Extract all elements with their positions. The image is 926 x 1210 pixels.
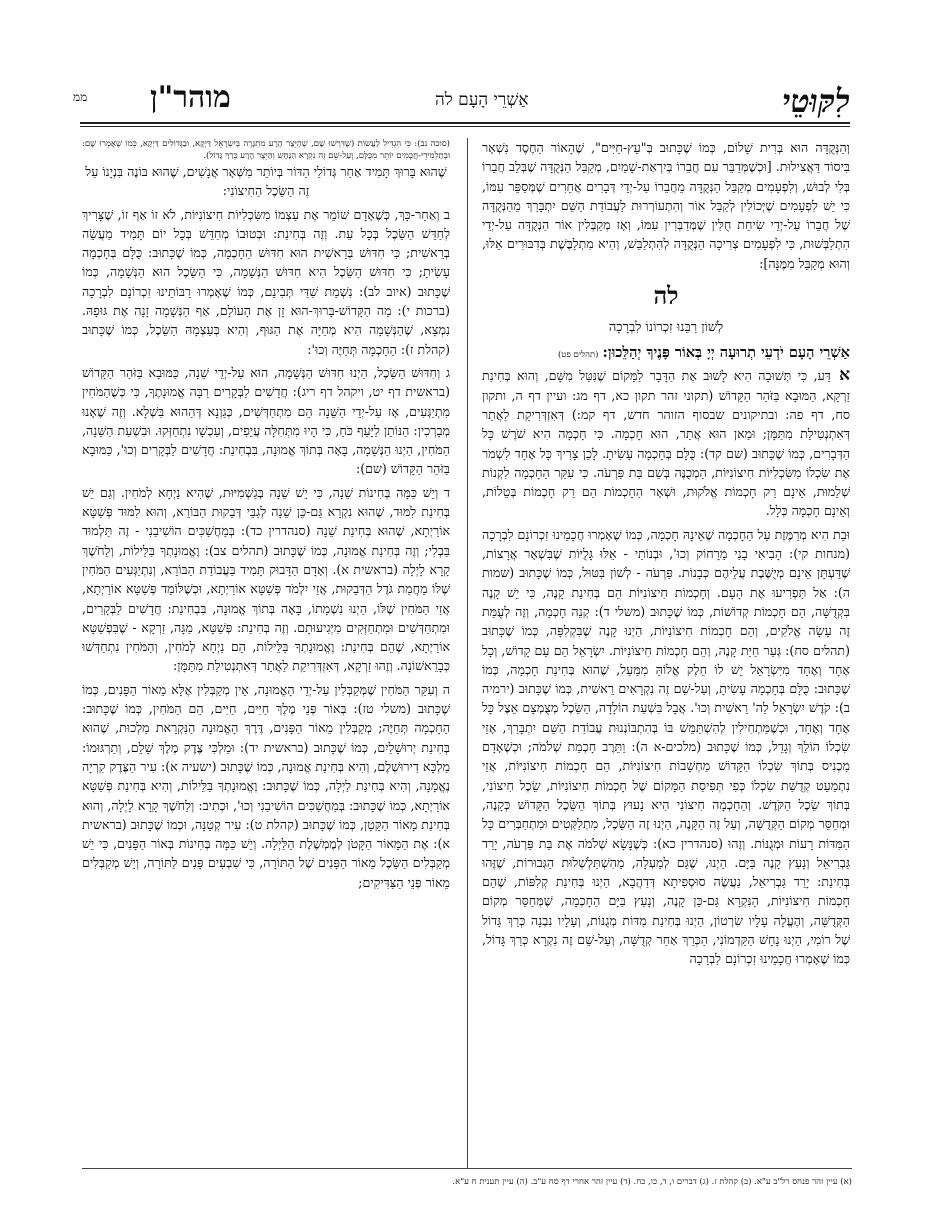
footnotes: (א) עיין זהר פנחס רל"ב ע"א. (ב) קהלת ז. (ג) דברים ו, ד, כו, כח. (ד) עיין זהר אחרי דף סח ע"ב. (ה) עיין תענית ח ע"א. xyxy=(452,1177,852,1187)
opening-verse: אַשְׁרֵי הָעָם יֹדְעֵי תְרוּעָה יְיָ בְּאוֹר פָּנֶיךָ יְהַלֵּכוּן: xyxy=(602,344,850,362)
section-heh: ה וְעִקַּר הַמֹּחִין שֶׁמְּקַבְּלִין עַל-יְדֵי הָאֱמוּנָה, אֵין מְקַבְּלִין אֶלָּא מֵאוֹר הַפָּנִים, כְּמוֹ שֶׁכָּתוּב (משלי טז): בְּאוֹר פְּנֵי מֶלֶךְ חַיִּים, חַיִּים, הֵם הַמֹּחִין, כְּמוֹ שֶׁכָּתוּב: הַחָכְמָה תְּחַיֶּה; מְקַבְּלִין מֵאוֹר הַפָּנִים, דֶּרֶךְ הָאֱמוּנָה הַנִּקְרֵאת מַלְכוּת, שֶׁהוּא בְּחִינַת יְרוּשָׁלַיִם, כְּמוֹ שֶׁכָּתוּב (בראשית יד): וּמַלְכִּי צֶדֶק מֶלֶךְ שָׁלֵם, וְתַרְגּוּמוֹ: מַלְכָּא דִירוּשְׁלֶם, וְהִיא בְּחִינַת אֱמוּנָה, כְּמוֹ שֶׁכָּתוּב (ישעיה א): עִיר הַצֶּדֶק קִרְיָה נֶאֱמָנָה, וְהִיא בְּחִינַת לַיְלָה, כְּמוֹ שֶׁכָּתוּב: וֶאֱמוּנָתְךָ בַּלֵּילוֹת, וְהִיא בְּחִינַת פְּשַׁטָּא אוֹרַיְתָא, כְּמוֹ שֶׁכָּתוּב: בְּמַחֲשַׁכִּים הוֹשִׁיבַנִי וְכוּ', וּכְתִיב: וְלַחֹשֶׁךְ קָרָא לָיְלָה, וְהוּא בְּחִינַת מָאוֹר הַקָּטָן, כְּמוֹ שֶׁכָּתוּב (קהלת ט): עִיר קְטַנָּה, וּכְמוֹ שֶׁכָּתוּב (בראשית א): אֶת הַמָּאוֹר הַקָּטֹן לְמֶמְשֶׁלֶת הַלַּיְלָה. וְיֵשׁ כַּמָּה בְּחִינוֹת בְּאוֹר הַפָּנִים, כִּי יֵשׁ מְקַבְּלִים הַשֵּׂכֶל מֵאוֹר הַפָּנִים שֶׁל הַתּוֹרָה, כִּי שִׁבְעִים פָּנִים לַתּוֹרָה, וְיֵשׁ מְקַבְּלִים מֵאוֹר פְּנֵי הַצַּדִּיקִים; xyxy=(82,681,450,890)
paragraph-nekuda: וְהַנְּקֻדָּה הוּא בְּרִית שָׁלוֹם, כְּמוֹ שֶׁכָּתוּב בְּ"עֵץ-חַיִּים", שֶׁהָאוֹר הַחֶסֶד נִשְׁאָר בִּיסוֹד דַּאֲצִילוּת. [וּכְשֶׁמְּדַבֵּר עִם חֲבֵרוֹ בְּיִרְאַת-שָׁמַיִם, מְקַבֵּל הַנְּקֻדָּה שֶׁבְּלֵב חֲבֵרוֹ בְּלִי לְבוּשׁ, וְלִפְעָמִים מְקַבֵּל הַנְּקֻדָּה מֵחֲבֵרוֹ עַל-יְדֵי דְּבָרִים אֲחֵרִים שֶׁמְּסַפֵּר עִמּוֹ, כִּי יֵשׁ לִפְעָמִים שֶׁיְּכוֹלִין לְקַבֵּל אוֹר וְהִתְעוֹרְרוּת לַעֲבוֹדַת הַשֵּׁם יִתְבָּרַךְ מֵהַנְּקֻדָּה שֶׁל חֲבֵרוֹ עַל-יְדֵי שִׂיחַת חֻלִּין שֶׁמְּדַבְּרִין עִמּוֹ, וְאָז מְקַבְּלִין אוֹר הַנְּקֻדָּה עַל-יְדֵי הִתְלַבְּשׁוּת, כִּי לִפְעָמִים צְרִיכָה הַנְּקֻדָּה לְהִתְלַבֵּשׁ, וְהִיא מִתְלַבֶּשֶׁת בְּדִבּוּרִים אֵלּוּ, וְהוּא מְקַבֵּל מִמֶּנָּה]: xyxy=(482,140,850,271)
header-rule-thin xyxy=(80,126,850,127)
right-column xyxy=(482,138,850,1166)
book-title-left: מוהר"ן xyxy=(150,80,231,115)
verse-line xyxy=(482,343,850,362)
chapter-heading: לה xyxy=(653,281,679,311)
book-title-right: לִקּוּטֵי xyxy=(782,82,850,120)
left-column xyxy=(82,138,450,1166)
chapter-subheading: לְשׁוֹן רַבֵּנוּ זִכְרוֹנוֹ לִבְרָכָה xyxy=(608,320,724,336)
column-divider xyxy=(467,138,468,1168)
section-dalet: ד וְיֵשׁ כַּמָּה בְּחִינוֹת שֵׁנָה, כִּי יֵשׁ שֵׁנָה בְּגַשְׁמִיּוּת, שֶׁהִיא נַיְחָא לְמֹחִין. וְגַם יֵשׁ בְּחִינַת לִמּוּד, שֶׁהוּא נִקְרָא גַּם-כֵּן שֵׁנָה לְגַבֵּי דְּבֵקוּת הַבּוֹרֵא, וְהוּא לִמּוּד פְּשַׁטָּא אוֹרַיְתָא, שֶׁהוּא בְּחִינַת שֵׁנָה (סנהדרין כד): בְּמַחֲשַׁכִּים הוֹשִׁיבַנִי - זֶה תַּלְמוּד בַּבְלִי; וְזֶה בְּחִינַת אֱמוּנָה, כְּמוֹ שֶׁכָּתוּב (תהלים צב): וֶאֱמוּנָתְךָ בַּלֵּילוֹת, וְלַחֹשֶׁךְ קָרָא לָיְלָה (בראשית א). וְאָדָם הַדָּבוּק תָּמִיד בַּעֲבוֹדַת הַבּוֹרֵא, וְנִתְיַגְּעִים הַמֹּחִין שֶׁלּוֹ מֵחֲמַת גֹּדֶל הַדְּבֵקוּת, אֲזַי יִלְמֹד פְּשַׁטָּא אוֹרַיְתָא, וּכְשֶׁלּוֹמֵד פְּשַׁטָּא אוֹרַיְתָא, אֲזַי הַמֹּחִין שֶׁלּוֹ, הַיְנוּ נִשְׁמָתוֹ, בָּאָה בְּתוֹךְ אֱמוּנָה, בִּבְחִינַת: חֲדָשִׁים לַבְּקָרִים, וּמִתְחַדְּשִׁים וּמִתְחַזְּקִים מִיְּגִיעוּתָם. וְזֶה בְּחִינַת: פְּשַׁטָּא, מַגָּה, זַרְקָא - שֶׁבִּפְשַׁטָּא אוֹרַיְתָא, שֶׁהֵם בְּחִינַת: וֶאֱמוּנָתְךָ בַּלֵּילוֹת, הֵם נַיְחָא לְמֹחִין, וְהַמֹּחִין נִתְחַדְּשׁוּ כְּבָרֵאשׁוֹנָה. וְזֶהוּ זַרְקָא, דְּאִזְדְּרִיקַת לַאֲתַר דְּאִתְנְטִילַת מִתַּמָּן: xyxy=(82,484,450,674)
page-header xyxy=(73,80,850,120)
paragraph-aleph xyxy=(482,366,850,520)
source-note-top: (סוכה נב): כִּי הִגְדִּיל לַעֲשׂוֹת (שֶׁדִּרְשׁוּ שָׁם, שֶׁהַיֵּצֶר הָרָע מִתְגָּרֶה בְּיִשְׂרָאֵל דַּיְקָא, וּבַגְּדוֹלִים דַּיְקָא, כְּמוֹ שֶׁאָמְרוּ שָׁם: וּבְתַלְמִידֵי-חֲכָמִים יוֹתֵר מִכֻּלָּם, וְעַל-שֵׁם זֶה נִקְרָא הַנָּחָשׁ וְהַיֵּצֶר הָרָע כְּרַךְ גָּדוֹל). xyxy=(82,139,450,161)
header-rule xyxy=(80,122,850,124)
section-bet: ב וְאַחַר-כָּךְ, כְּשֶׁאָדָם שׁוֹמֵר אֶת עַצְמוֹ מִשִּׂכְלִיּוֹת חִיצוֹנִיּוֹת, לֹא זוֹ אַף זוֹ, שֶׁצָּרִיךְ לְחַדֵּשׁ הַשֵּׂכֶל בְּכָל עֵת. וְזֶה בְּחִינַת: וּבְטוּבוֹ מְחַדֵּשׁ בְּכָל יוֹם תָּמִיד מַעֲשֵׂה בְרֵאשִׁית; כִּי חִדּוּשׁ בְּרֵאשִׁית הוּא חִדּוּשׁ הַחָכְמָה, כְּמוֹ שֶׁכָּתוּב: כֻּלָּם בְּחָכְמָה עָשִׂיתָ; כִּי חִדּוּשׁ הַשֵּׂכֶל הִיא חִדּוּשׁ הַנְּשָׁמָה, כִּי הַשֵּׂכֶל הוּא הַנְּשָׁמָה, כְּמוֹ שֶׁכָּתוּב (איוב לב): נִשְׁמַת שַׁדַּי תְּבִינֵם, כְּמוֹ שֶׁאָמְרוּ רַבּוֹתֵינוּ זִכְרוֹנָם לִבְרָכָה (ברכות י): מַה הַקָּדוֹשׁ-בָּרוּךְ-הוּא זָן אֶת הָעוֹלָם, אַף הַנְּשָׁמָה זָנָה אֶת גּוּפָהּ. נִמְצָא, שֶׁהַנְּשָׁמָה הִיא מְחַיָּה אֶת הַגּוּף, וְהִיא בְּעַצְמָהּ הַשֵּׂכֶל, כְּמוֹ שֶׁכָּתוּב (קהלת ז): הַחָכְמָה תְּחַיֶּה וְכוּ': xyxy=(82,206,450,357)
footnote-rule xyxy=(82,1168,852,1169)
running-header: אַשְׁרֵי הָעָם לה xyxy=(435,90,529,110)
section-gimel: ג וְחִדּוּשׁ הַשֵּׂכֶל, הַיְנוּ חִדּוּשׁ הַנְּשָׁמָה, הוּא עַל-יְדֵי שֵׁנָה, כַּמּוּבָא בַּזֹּהַר הַקָּדוֹשׁ (בראשית דף יט, ויקהל דף ריג): חֲדָשִׁים לַבְּקָרִים רַבָּה אֱמוּנָתֶךָ, כִּי כְּשֶׁהַמֹּחִין מִתְיַגְּעִים, אָז עַל-יְדֵי הַשֵּׁנָה הֵם מִתְחַדְּשִׁים, כְּגַוְנָא דְּהַהוּא בִּשְׁלָא. וְזֶה שֶׁאָנוּ מְבָרְכִין: הַנּוֹתֵן לַיָּעֵף כֹּחַ, כִּי הָיוּ מִתְּחִלָּה עֲיֵפִים, וְעַכְשָׁו נִתְחַזְּקוּ. וּבִשְׁעַת הַשֵּׁנָה, הַמֹּחִין, הַיְנוּ הַנְּשָׁמָה, בָּאָה בְּתוֹךְ אֱמוּנָה, בִּבְחִינַת: חֲדָשִׁים לַבְּקָרִים וְכוּ', כַּמּוּבָא בַּזֹּהַר הַקָּדוֹשׁ (שם): xyxy=(82,364,450,477)
page-number: ממ xyxy=(73,90,88,104)
verse-source: (תהלים פט) xyxy=(557,350,599,361)
section-letter-aleph: א xyxy=(830,365,850,386)
paragraph-bat: וּבַת הִיא מְרַמֶּזֶת עַל הַחָכְמָה שֶׁאֵינָהּ חָכְמָה, כְּמוֹ שֶׁאָמְרוּ חֲכָמֵינוּ זִכְרוֹנָם לִבְרָכָה (מנחות קי): הָבִיאִי בָנַי מֵרָחוֹק וְכוּ', וּבְנוֹתַי - אֵלּוּ גָּלֻיּוֹת שֶׁבִּשְׁאָר אֲרָצוֹת, שֶׁדַּעְתָּן אֵינָם מְיֻשֶּׁבֶת עֲלֵיהֶם כְּבָנוֹת. פַּרְעֹה - לְשׁוֹן בִּטּוּל, כְּמוֹ שֶׁכָּתוּב (שמות ה): אַל תַּפְרִיעוּ אֶת הָעָם. וְחָכְמוֹת חִיצוֹנִיּוֹת הֵם בְּחִינַת קָנֶה, כִּי יֵשׁ קָנֶה בִּקְדֻשָּׁה, הֵם חָכְמוֹת קְדוֹשׁוֹת, כְּמוֹ שֶׁכָּתוּב (משלי ד): קְנֵה חָכְמָה, וְזֶה לְעֻמַּת זֶה עָשָׂה אֱלֹקִים, וְהֵם חָכְמוֹת חִיצוֹנִיּוֹת, הַיְנוּ קָנֶה שֶׁבִּקְלִפָּה, כְּמוֹ שֶׁכָּתוּב (תהלים סח): גְּעַר חַיַּת קָנֶה, וְהֵם חָכְמוֹת חִיצוֹנִיּוֹת. יִשְׂרָאֵל הֵם עַם קָדוֹשׁ, וְכָל אֶחָד וְאֶחָד מִיִּשְׂרָאֵל יֵשׁ לוֹ חֵלֶק אֱלוֹהַּ מִמַּעַל, שֶׁהוּא בְּחִינַת חָכְמָה, כְּמוֹ שֶׁכָּתוּב: כֻּלָּם בְּחָכְמָה עָשִׂיתָ, וְעַל-שֵׁם זֶה נִקְרָאִים רֵאשִׁית, כְּמוֹ שֶׁכָּתוּב (ירמיה ב): קֹדֶשׁ יִשְׂרָאֵל לַה' רֵאשִׁית וְכוּ'. אֲבָל בִּשְׁעַת הוֹלָדָה, הַשֵּׂכֶל מְצֻמְצָם אֵצֶל כָּל אֶחָד וְאֶחָד, וּכְשֶׁמַּתְחִילִין לְהִשְׁתַּמֵּשׁ בּוֹ בְּהִתְבּוֹנְנוּת עֲבוֹדַת הַשֵּׁם יִתְבָּרַךְ, אָזַי שִׂכְלוֹ הוֹלֵךְ וְגָדֵל, כְּמוֹ שֶׁכָּתוּב (מלכים-א ה): וַתֵּרֶב חָכְמַת שְׁלֹמֹה; וּכְשֶׁאָדָם מַכְנִיס בְּתוֹךְ שִׂכְלוֹ הַקָּדוֹשׁ מַחְשָׁבוֹת חִיצוֹנִיּוֹת, הֵם חָכְמוֹת חִיצוֹנִיּוֹת, אֲזַי נִתְמַעֵט קְדֻשַּׁת שִׂכְלוֹ כְּפִי תְּפִיסַת הַמָּקוֹם שֶׁל חָכְמוֹת חִיצוֹנִיּוֹת, שֵׂכֶל חִיצוֹנִי, בְּתוֹךְ שֵׂכֶל הַקֹּדֶשׁ. וְהַחָכְמָה חִיצוֹנִי הִיא נָעוּץ בְּתוֹךְ הַשֵּׂכֶל הַקָּדוֹשׁ כְּקָנֶה, וּמְחַסֵּר מְקוֹם הַקְּדֻשָּׁה, וְעַל זֶה הַקָּנֶה, הַיְנוּ זֶה הַשֵּׂכֶל, מִתְלַקְּטִים וּמִתְחַבְּרִים כָּל הַמִּדּוֹת רָעוֹת וּמְגֻנּוֹת. וְזֶהוּ (סנהדרין כא): כְּשֶׁנָּשָׂא שְׁלֹמֹה אֶת בַּת פַּרְעֹה, יָרַד גַּבְרִיאֵל וְנָעַץ קָנֶה בַּיָּם. הַיְנוּ, שֶׁגַּם לְמַעְלָה, מֵהִשְׁתַּלְשְׁלוּת הַגְּבוּרוֹת, שֶׁזֶּהוּ בְּחִינַת: יָרַד גַּבְרִיאֵל, נַעֲשֶׂה סוּסְפִיתָא דְּדַהֲבָא, הַיְנוּ בְּחִינַת קְלִפּוֹת, שֶׁהֵם חָכְמוֹת חִיצוֹנִיּוֹת, הַנִּקְרָא גַּם-כֵּן קָנֶה, וְנָעַץ בַּיָּם הַחָכְמָה, שֶׁמְּחַסֵּר מְקוֹם הַקְּדֻשָּׁה, וְהֶעֱלָה עָלָיו שִׂרְטוֹן, הַיְנוּ בְּחִינַת מִדּוֹת מְגֻנּוֹת, וְעָלָיו נִבְנָה כְּרַךְ גָּדוֹל שֶׁל רוֹמִי, הַיְנוּ נָחָשׁ הַקַּדְמוֹנִי, הַכְּרַךְ אַחַר קְדֻשָּׁה, וְעַל-שֵׁם זֶה נִקְרָא כְּרַךְ גָּדוֹל, כְּמוֹ שֶׁאָמְרוּ חֲכָמֵינוּ זִכְרוֹנָם לִבְרָכָה xyxy=(482,526,850,967)
paragraph-continuation: שֶׁהוּא בָּרוּךְ תָּמִיד אַחַר גְּדוֹלֵי הַדּוֹר בְּיוֹתֵר מִשְּׁאָר אֲנָשִׁים, שֶׁהוּא בּוֹנֶה בִּנְיָנוֹ עַל זֶה הַשֵּׂכֶל הַחִיצוֹנִי: xyxy=(85,164,447,199)
paragraph-aleph-text: דַּע, כִּי תְּשׁוּבָה הִיא לָשׁוּב אֶת הַדָּבָר לַמָּקוֹם שֶׁנִּטַּל מִשָּׁם, וְהוּא בְּחִינַת זַרְקָא, הַמּוּבָא בַּזֹּהַר הַקָּדוֹשׁ (תקוני זהר תקון כא, דף מג: ועיין דף ה, ותקון סח, דף פה: ובתיקונים שבסוף הזוהר חדש, דף קמ:) דְּאִזְדְּרִיקַת לַאֲתַר דְּאִתְנְטִילַת מִתַּמָּן; וּמַאן הוּא אֲתַר, הוּא חָכְמָה. כִּי חָכְמָה הִיא שֹׁרֶשׁ כָּל הַדְּבָרִים, כְּמוֹ שֶׁכָּתוּב (שם קד): כֻּלָּם בְּחָכְמָה עָשִׂיתָ. לָכֵן צָרִיךְ כָּל אֶחָד לִשְׁמֹר אֶת שִׂכְלוֹ מִשִּׂכְלִיּוֹת חִיצוֹנִיּוֹת, הַמְכֻנֶּה בְּשֵׁם בַּת פַּרְעֹה. כִּי עִקַּר הַחָכְמָה לִקְנוֹת שְׁלֵמוּת, אֵינָם רַק חָכְמוֹת אֱלֹקוּת, וּשְׁאָר הַחָכְמוֹת הֵם רַק חָכְמוֹת בְּטֵלוֹת, וְאֵינָם חָכְמָה כְּלָל. xyxy=(482,368,850,519)
